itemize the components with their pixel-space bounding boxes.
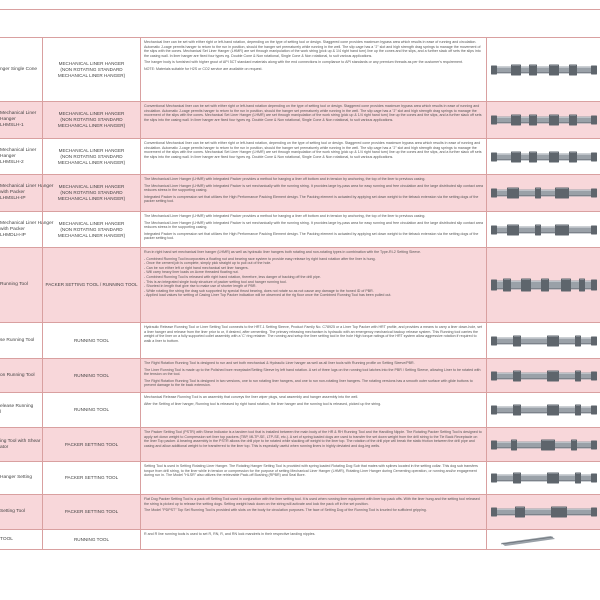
table-row bbox=[0, 139, 600, 175]
product-name: Mechanical Liner Hanger LHMSLH-1 bbox=[0, 111, 37, 128]
description-paragraph: Integrated Packer is compression set that utilizes the High Performance Packing Element design. The Packing element is actuated by applying set down weight to the tieback extension via the setting dogs of the packer setting tool. bbox=[144, 231, 479, 241]
product-name: Mechanical Liner Hanger with Packer LHMSLH-IP bbox=[0, 184, 54, 201]
table-row bbox=[0, 212, 600, 248]
tool-illustration bbox=[491, 469, 597, 487]
table-row bbox=[0, 175, 600, 212]
product-description-cell bbox=[140, 38, 486, 101]
product-description-cell bbox=[140, 530, 486, 549]
product-name: nger Single Cone bbox=[0, 66, 38, 72]
description-paragraph: The Mechanical Liner Hanger (LHMR) with Integrated Packer is set mechanically with the running string. It provides large by-pass area for easy running and free circulation and the large distributed slip contact area reduces stress in the supporting casing. bbox=[144, 183, 483, 193]
product-type-cell bbox=[42, 139, 140, 174]
table-row bbox=[0, 530, 600, 550]
product-table bbox=[0, 37, 600, 550]
table-row bbox=[0, 393, 600, 428]
product-description-cell bbox=[140, 323, 486, 358]
product-type-cell bbox=[42, 359, 140, 392]
product-image-cell bbox=[486, 248, 600, 322]
description-paragraph: Flat Dog Packer Setting Tool is a pack off Setting Tool used in conjunction with the liner setting tool. It is used when running liner equipment with liner top pack offs. With the liner hung and the setting tool released the string is picked up to release the setting dogs. Setting weight back down on the string will activate and lock the pack off in the set position. bbox=[144, 497, 480, 506]
description-paragraph: Mechanical Release Running Tool is an assembly that conveys the liner wiper plugs, seal assembly and hanger assembly into the well. bbox=[144, 395, 359, 399]
product-type-cell bbox=[42, 530, 140, 549]
product-name: se Running Tool bbox=[0, 337, 35, 343]
product-image-cell bbox=[486, 393, 600, 427]
product-image-cell bbox=[486, 495, 600, 529]
description-paragraph: The Mechanical Liner Hanger (LHMR) with Integrated Packer is set mechanically with the running string. It provides large by-pass area for easy running and free circulation and the large distributed slip contact area reduces stress in the supporting casing. bbox=[144, 220, 483, 230]
product-name-cell bbox=[0, 212, 54, 247]
product-type: MECHANICAL LINER HANGER (NON ROTATING STANDARD MECHANICAL LINER HANGER) bbox=[57, 111, 126, 128]
product-description-cell bbox=[140, 102, 486, 138]
tool-illustration bbox=[491, 61, 597, 79]
table-row bbox=[0, 248, 600, 323]
product-description-cell bbox=[140, 248, 486, 322]
product-type-cell bbox=[42, 102, 140, 138]
description-paragraph: R and R line running tools is used to set R, RN, R, and RN lock mandrels in their respective landing nipples. bbox=[144, 532, 316, 536]
product-type-cell bbox=[42, 212, 140, 247]
description-paragraph: Integrated Packer is compression set that utilizes the High Performance Packing Element design. The Packing element is actuated by applying set down weight to the tieback extension via the setting dogs of the packer setting tool. bbox=[144, 194, 479, 204]
product-image-cell bbox=[486, 359, 600, 392]
product-type: MECHANICAL LINER HANGER (NON ROTATING STANDARD MECHANICAL LINER HANGER) bbox=[57, 147, 126, 165]
product-image-cell bbox=[486, 139, 600, 174]
description-paragraph: Conventional Mechanical liner can be set with either right or left-hand rotation depending on the type of setting tool or design. Staggered cone provides maximum bypass area which results in ease of running and circulation. Automatic J-cage permits hanger to return to the run in position, should the hanger set prematurely while running in the well. The slip cage has a "J" slot and high strength drag springs to manage the movement of the slips with the cones. Mechanical Set Liner Hanger (LHMR) are set through manipulation of the work string (pick up & 1/4 right hand turn) line up the cones and the slips, and a further slack off sets the slips into the casing wall. In liner hanger are fixed four types eg. Double Cone & Non rotational, Single Cone & Non rotational, to suit various applications. bbox=[144, 104, 482, 122]
description-paragraph: The Right Rotation Running Tool is designed to run and set both mechanical & Hydraulic Liner hanger as well as all liner tools with Running profile on Setting Sleeve/PBR. bbox=[144, 361, 415, 365]
product-description-cell bbox=[140, 462, 486, 494]
tool-illustration bbox=[491, 503, 597, 521]
product-type: RUNNING TOOL bbox=[73, 337, 110, 343]
product-name-cell bbox=[0, 248, 42, 322]
description-paragraph: - Combined Running Tool incorporates a floating nut and bearing race system to provide easy release by right hand rotation after the liner is hung. - Once the cement job is complete, simply pick straight up to pull out of the hole. - Can be run either left or right hand mechanical set liner hangers. - Will carry heavy liner loads on Acme threaded floating nut. - Combined Running Tool is released with right hand rotation, therefore, less danger of backing off the drill pipe. - This is an integrated single body structure of packer setting tool and hanger running tool. - Shortest in length that give rise to make use of shorter length of PBR. - While rotating the string the drag sub supported by special thrust bearing, does not rotate so as not cause any damage to the honed ID of PBR. - Applied load values for setting of Casing Liner Top Packer indication will be observed at the rig floor once the Combined Running Tool has been pulled out. bbox=[144, 256, 392, 298]
description-paragraph: Run in right hand set mechanical liner hanger (LHMR) as well as hydraulic liner hangers both rotating and non-rotating types in combination with the Type-RI-2 Setting Sleeve. bbox=[144, 250, 422, 254]
product-name: TOOL bbox=[0, 536, 13, 542]
tool-illustration bbox=[491, 184, 597, 202]
table-row bbox=[0, 38, 600, 102]
product-image-cell bbox=[486, 530, 600, 549]
product-type: RUNNING TOOL bbox=[73, 407, 110, 412]
product-type-cell bbox=[42, 462, 140, 494]
product-description-cell bbox=[140, 359, 486, 392]
product-image-cell bbox=[486, 102, 600, 138]
top-rule bbox=[0, 9, 600, 10]
product-name: Mechanical Liner Hanger with Packer LHMDLH-IP bbox=[0, 220, 54, 238]
product-type-cell bbox=[42, 323, 140, 358]
product-type: PACKER SETTING TOOL bbox=[64, 441, 119, 447]
product-image-cell bbox=[486, 323, 600, 358]
description-paragraph: The Mechanical Liner Hanger (LHMR) with Integrated Packer provides a method for hanging a liner off bottom and in tension by anchoring, the top of the liner to previous casing. bbox=[144, 177, 426, 181]
product-type-cell bbox=[42, 38, 140, 101]
product-name: Mechanical Liner Hanger LHMSLH-2 bbox=[0, 147, 37, 165]
product-type: PACKER SETTING TOOL / RUNNING TOOL bbox=[45, 282, 138, 287]
description-paragraph: Conventional Mechanical liner can be set with either right or left-hand rotation, depending on the type of setting tool or design. Staggered cone provides maximum bypass area which results in ease of running and circulation. Automatic J-cage permits hanger to return to the run in position, should the hanger set prematurely while running in the well. The slip cage has a "J" slot and high strength drag springs to manage the movement of the slips with the cones. Mechanical Set Liner Hanger (LHMR) are set through manipulation of the work string (pick up & 1/4 right hand turn) line up the cones and the slips, and a further slack off sets the slips into the casing wall. In liner hanger are fixed four types eg. Double Cone & Non rotational, Single Cone & Non rotational, to suit various applications. bbox=[144, 141, 482, 159]
description-paragraph: Setting Tool is used in Setting Rotating Liner Hanger. The Rotating Hanger Setting Tool is provided with spring loaded Rotating Dog Sub that mates with splines located in the setting collar. This dog sub transfers torque from drill string, to the liner while in tension or compression for the purpose of setting Mechanical Liner Hanger (LHMR), Rotating Liner Hanger during Cementing operation, or running and/or engagement during run in. The Model "HLSR" also utilizes the retrievable Pack-off Bushing (RPBR) and Seal Bore. bbox=[144, 464, 478, 478]
tool-illustration bbox=[491, 401, 597, 419]
product-description-cell bbox=[140, 428, 486, 461]
product-name: elease Running l bbox=[0, 404, 34, 415]
description-paragraph: Mechanical liner can be set with either right or left-hand rotation, depending on the type of setting tool or design. Staggered cone provides maximum bypass area which results in ease of running and circulation. Automatic J-cage permits hanger to return to the run in position, should the hanger set prematurely while running in the well. The slip cage has a "J" slot and high strength drag springs to manage the movement of the slips with the cones. Mechanical Set Liner Hanger (LHMR) are set through manipulation of the work string (pick up & 1/4 right hand turn) line up the cones and the slips, and a further slack off sets the slips into the casing wall. In liner hanger are fixed four types eg. Double Cone & Non rotational, Single Cone & Non rotational, to suit various applications. bbox=[144, 40, 481, 58]
product-type-cell bbox=[42, 428, 140, 461]
product-description-cell bbox=[140, 212, 486, 247]
description-paragraph: The Mechanical Liner Hanger (LHMR) with Integrated Packer provides a method for hanging a liner off bottom and in tension by anchoring, the top of the liner to previous casing. bbox=[144, 214, 426, 218]
product-name-cell bbox=[0, 393, 42, 427]
product-type: RUNNING TOOL bbox=[73, 536, 110, 542]
product-name: on Running Tool bbox=[0, 372, 35, 378]
product-name-cell bbox=[0, 323, 42, 358]
table-row bbox=[0, 495, 600, 530]
product-name: Setting Tool bbox=[0, 509, 25, 514]
product-type-cell bbox=[42, 393, 140, 427]
tool-illustration bbox=[491, 533, 597, 547]
product-image-cell bbox=[486, 38, 600, 101]
product-description-cell bbox=[140, 139, 486, 174]
product-name-cell bbox=[0, 359, 42, 392]
product-type-cell bbox=[42, 248, 140, 322]
product-type: RUNNING TOOL bbox=[73, 372, 110, 378]
table-row bbox=[0, 102, 600, 139]
description-paragraph: After the Setting of liner hanger, Running tool is released by right hand rotation, the liner hanger and the running tool is released, picked up the string. bbox=[144, 401, 382, 406]
tool-illustration bbox=[491, 221, 597, 239]
product-name-cell bbox=[0, 530, 42, 549]
tool-illustration bbox=[491, 148, 597, 166]
product-image-cell bbox=[486, 462, 600, 494]
description-paragraph: The Packer Setting Tool (PSTR) with Shear Indicator is a tandem tool that is installed between the main body of the HR & RH Running Tool and the Handling Nipple. The Rotating Packer Setting Tool is designed to apply set down weight to Compression set liner top packers (TBP, MLTP-SE, LTP-SE, etc.). A set of spring loaded dogs are used to transfer the set down weight from the drill string to the Tie Back Receptacle on the liner Top packer. A bearing assembly in the PSTR allows the drill pipe to be rotated while slacking off weight to the liner top. The rotation of the drill pipe will break the static friction between the drill pipe and casing and allow additional weight to be transferred to the liner top. This is especially useful when running liners in highly deviated and dog-leg wells. bbox=[144, 430, 482, 448]
product-name-cell bbox=[0, 175, 54, 211]
product-name-cell bbox=[0, 462, 42, 494]
product-name: Running Tool bbox=[0, 282, 28, 287]
tool-illustration bbox=[491, 367, 597, 385]
product-image-cell bbox=[486, 175, 600, 211]
tool-illustration bbox=[491, 276, 597, 294]
description-paragraph: NOTE: Materials suitable for H2S or CO2 service are available on request. bbox=[144, 66, 263, 71]
product-type: MECHANICAL LINER HANGER (NON ROTATING STANDARD MECHANICAL LINER HANGER) bbox=[57, 220, 126, 238]
product-name-cell bbox=[0, 495, 42, 529]
product-type: MECHANICAL LINER HANGER (NON ROTATING STANDARD MECHANICAL LINER HANGER) bbox=[57, 60, 126, 78]
description-paragraph: The Model "PDPST" Top Set Running Tool is provided with slots on the body for circulation purposes. The face of Setting Dog of the Running Tool is knurled for sufficient gripping. bbox=[144, 508, 427, 513]
description-paragraph: The Liner Running Tool is made up to the Polished bore receptacle/Setting Sleeve by left hand rotation. A set of three lugs on the running tool latches into the PBR / Setting Sleeve, allowing Liner to be rotated with the tension on the tool. bbox=[144, 367, 481, 377]
product-name: ing Tool with Shear ator bbox=[0, 438, 41, 450]
product-name-cell bbox=[0, 38, 42, 101]
table-row bbox=[0, 323, 600, 359]
product-type-cell bbox=[42, 495, 140, 529]
table-row bbox=[0, 359, 600, 393]
product-type: PACKER SETTING TOOL bbox=[64, 475, 119, 480]
product-name-cell bbox=[0, 139, 42, 174]
product-image-cell bbox=[486, 212, 600, 247]
table-row bbox=[0, 428, 600, 462]
product-type: MECHANICAL LINER HANGER (NON ROTATING STANDARD MECHANICAL LINER HANGER) bbox=[57, 184, 126, 201]
product-name-cell bbox=[0, 428, 42, 461]
description-paragraph: Hydraulic Release Running Tool or Liner Setting Tool connects to the HRT-1 Setting Sleeve, Product Family No. C78925 or a Liner Top Packer with HRT profile, and provides a means to carry a liner down-hole, set a liner hanger and release from the liner prior to or, if desired, after cementing. The primary releasing mechanism is hydraulic with an emergency mechanical backup release system. This Running tool carries the weight of the liner on a fully supported collet assembly with a 'C' ring retainer. The running and setup the liner setting tool in the hole High torque ratings of the HRT system allow aggressive rotation if required to walk a liner to bottom. bbox=[144, 325, 482, 343]
table-row bbox=[0, 462, 600, 495]
tool-illustration bbox=[491, 332, 597, 350]
product-type-cell bbox=[42, 175, 140, 211]
product-description-cell bbox=[140, 175, 486, 211]
description-paragraph: The Right Rotation Running Tool is designed in two versions, one to run rotating liner hangers, and one to run non-rotating liner hangers. The rotating versions has a smooth outer surface with glide buttons to prevent damage to the tie back extension. bbox=[144, 378, 473, 388]
description-paragraph: The hanger body is furnished with higher grout of API 5CT standard materials along with the end connections in compliance to API standards or any premium threads as per the customer's requirement. bbox=[144, 60, 464, 65]
product-name: Hanger Setting bbox=[0, 475, 32, 480]
tool-illustration bbox=[491, 436, 597, 454]
product-image-cell bbox=[486, 428, 600, 461]
product-description-cell bbox=[140, 495, 486, 529]
product-type: PACKER SETTING TOOL bbox=[64, 509, 119, 514]
product-name-cell bbox=[0, 102, 42, 138]
product-description-cell bbox=[140, 393, 486, 427]
tool-illustration bbox=[491, 111, 597, 129]
